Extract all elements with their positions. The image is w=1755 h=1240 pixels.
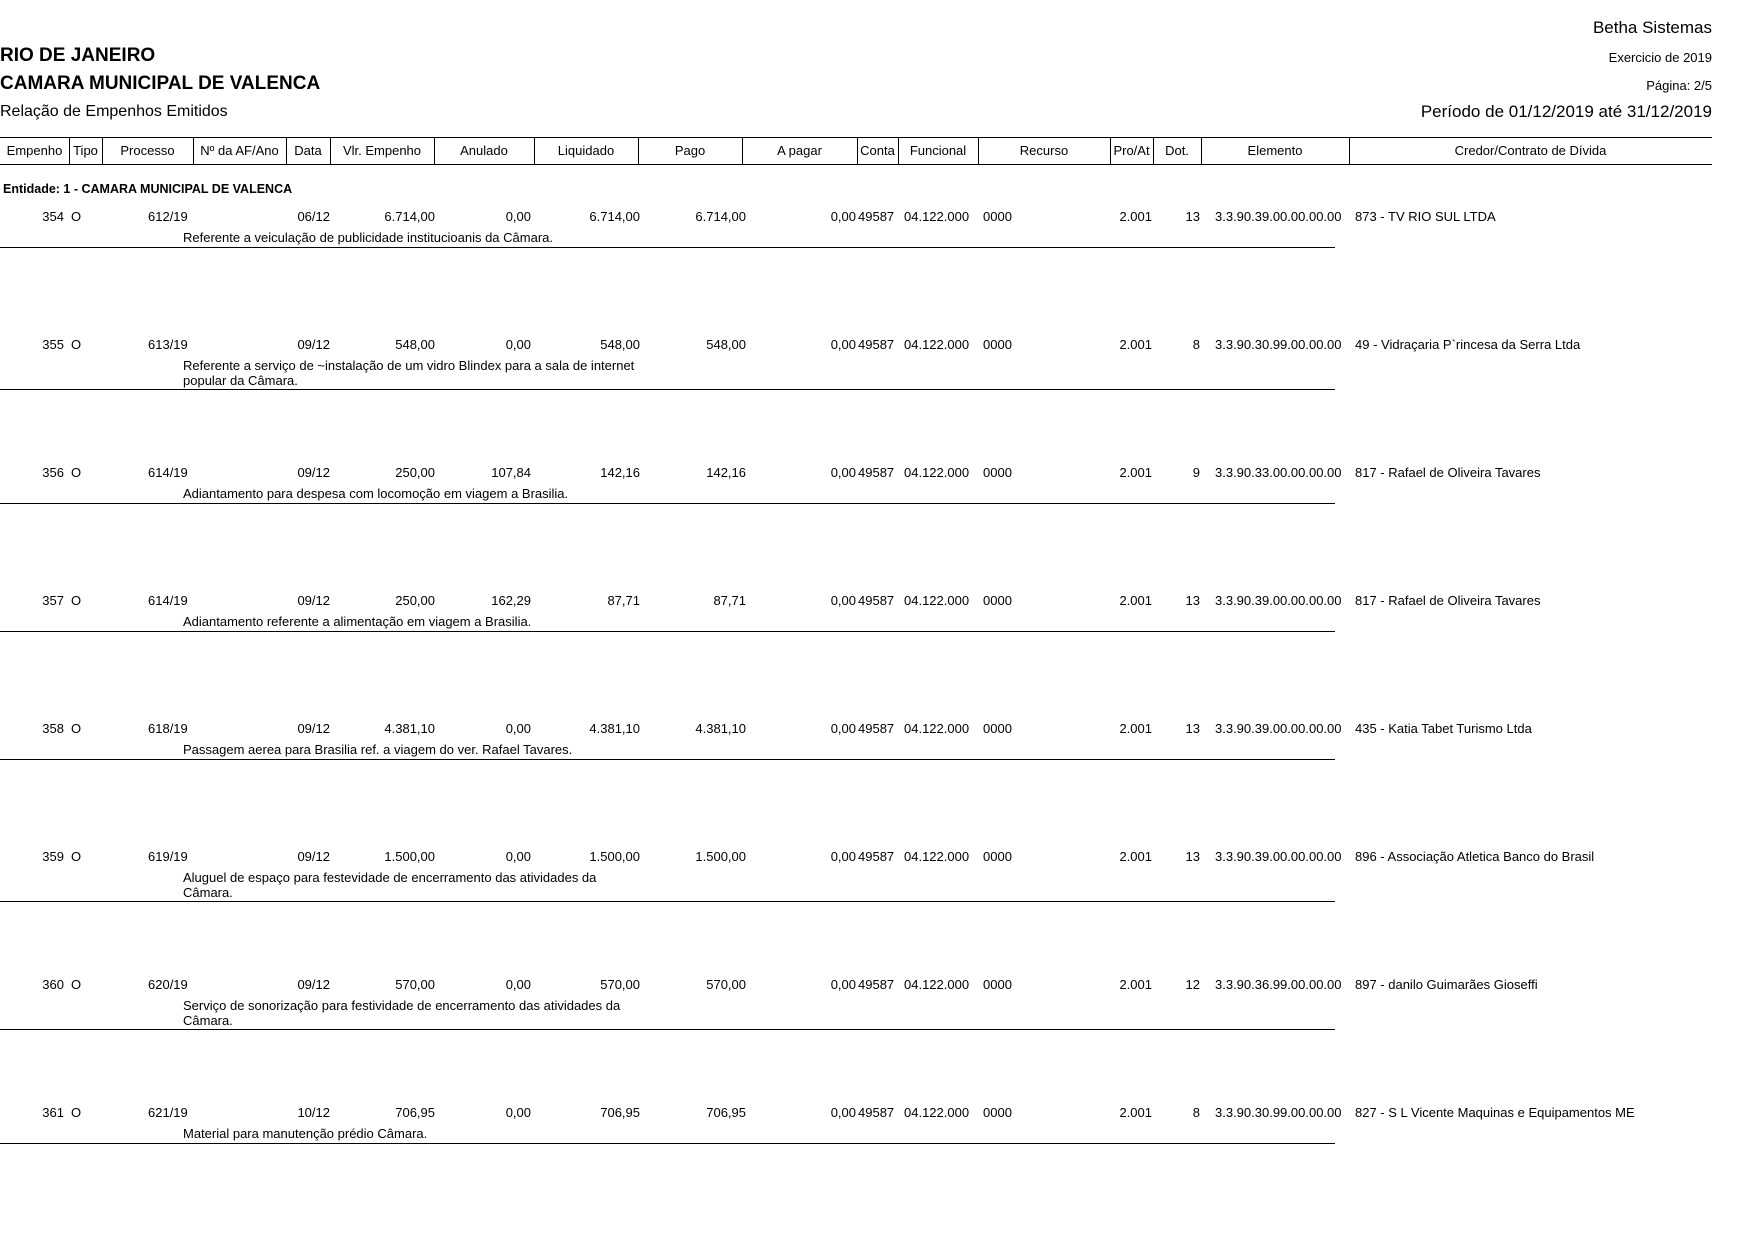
record-pago: 87,71	[713, 593, 746, 608]
record-empenho: 360	[42, 977, 64, 992]
record-dot: 13	[1185, 209, 1200, 224]
record-conta: 49587	[858, 593, 895, 608]
entity-line: Entidade: 1 - CAMARA MUNICIPAL DE VALENCA	[3, 182, 293, 196]
column-header	[0, 137, 1712, 165]
company-name: Betha Sistemas	[1592, 18, 1712, 37]
record-apagar: 0,00	[830, 977, 856, 992]
record-processo: 620/19	[148, 977, 188, 992]
record-dot: 13	[1185, 721, 1200, 736]
description-line-1: Material para manutenção prédio Câmara.	[183, 1126, 428, 1141]
record-liquidado: 570,00	[600, 977, 640, 992]
record-description	[183, 486, 663, 501]
record-empenho: 354	[42, 209, 64, 224]
record-data: 06/12	[297, 209, 330, 224]
record-valor: 250,00	[395, 593, 435, 608]
record-processo: 618/19	[148, 721, 188, 736]
record-proat: 2.001	[1119, 1105, 1152, 1120]
description-line-2: Câmara.	[183, 1013, 233, 1028]
col-header-vlr-empenho: Vlr. Empenho	[342, 143, 422, 158]
record-conta: 49587	[858, 977, 895, 992]
period-label: Período de 01/12/2019 até 31/12/2019	[1420, 102, 1712, 121]
record-proat: 2.001	[1119, 849, 1152, 864]
record-empenho: 359	[42, 849, 64, 864]
record-elemento: 3.3.90.39.00.00.00.00	[1215, 593, 1342, 608]
record-liquidado: 548,00	[600, 337, 640, 352]
col-header-funcional: Funcional	[909, 143, 967, 158]
exercise-label: Exercicio de 2019	[1608, 50, 1712, 65]
record-valor: 548,00	[395, 337, 435, 352]
record-recurso: 0000	[983, 721, 1012, 736]
record-recurso: 0000	[983, 849, 1012, 864]
record-proat: 2.001	[1119, 465, 1152, 480]
record-description	[183, 230, 663, 245]
col-header-empenho: Empenho	[6, 143, 63, 158]
record-empenho: 357	[42, 593, 64, 608]
col-header-af-ano: Nº da AF/Ano	[200, 143, 279, 158]
description-line-1: Adiantamento para despesa com locomoção em viagem a Brasilia.	[183, 486, 569, 501]
record-elemento: 3.3.90.39.00.00.00.00	[1215, 209, 1342, 224]
description-line-1: Referente a serviço de ~instalação de um vidro Blindex para a sala de internet	[183, 358, 635, 373]
col-header-elemento: Elemento	[1247, 143, 1303, 158]
record-pago: 4.381,10	[695, 721, 746, 736]
col-header-credor: Credor/Contrato de Dívida	[1454, 143, 1607, 158]
record-data: 09/12	[297, 593, 330, 608]
record-data: 10/12	[297, 1105, 330, 1120]
record-valor: 1.500,00	[384, 849, 435, 864]
record-data: 09/12	[297, 465, 330, 480]
record-pago: 706,95	[706, 1105, 746, 1120]
record-data: 09/12	[297, 977, 330, 992]
record-anulado: 0,00	[505, 977, 531, 992]
description-line-2: popular da Câmara.	[183, 373, 298, 388]
record-tipo: O	[71, 465, 82, 480]
record-conta: 49587	[858, 1105, 895, 1120]
record-valor: 570,00	[395, 977, 435, 992]
col-header-a-pagar: A pagar	[777, 143, 822, 158]
record-funcional: 04.122.000	[904, 465, 970, 480]
record-funcional: 04.122.000	[904, 337, 970, 352]
record-tipo: O	[71, 977, 82, 992]
record-divider	[0, 759, 1335, 760]
record-anulado: 0,00	[505, 209, 531, 224]
record-apagar: 0,00	[830, 337, 856, 352]
record-conta: 49587	[858, 337, 895, 352]
record-credor: 873 - TV RIO SUL LTDA	[1355, 209, 1496, 224]
record-tipo: O	[71, 337, 82, 352]
record-tipo: O	[71, 721, 82, 736]
record-pago: 570,00	[706, 977, 746, 992]
col-header-conta: Conta	[860, 143, 895, 158]
record-divider	[0, 1029, 1335, 1030]
record-tipo: O	[71, 209, 82, 224]
record-processo: 614/19	[148, 593, 188, 608]
record-anulado: 0,00	[505, 337, 531, 352]
record-description	[183, 742, 663, 757]
record-liquidado: 4.381,10	[589, 721, 640, 736]
record-credor: 49 - Vidraçaria P`rincesa da Serra Ltda	[1355, 337, 1581, 352]
record-valor: 4.381,10	[384, 721, 435, 736]
record-funcional: 04.122.000	[904, 977, 970, 992]
record-dot: 13	[1185, 593, 1200, 608]
record-tipo: O	[71, 593, 82, 608]
record-apagar: 0,00	[830, 465, 856, 480]
record-divider	[0, 901, 1335, 902]
record-pago: 142,16	[706, 465, 746, 480]
record-empenho: 355	[42, 337, 64, 352]
record-description	[183, 870, 663, 900]
record-liquidado: 1.500,00	[589, 849, 640, 864]
record-proat: 2.001	[1119, 721, 1152, 736]
col-header-data: Data	[294, 143, 322, 158]
record-anulado: 0,00	[505, 849, 531, 864]
record-processo: 614/19	[148, 465, 188, 480]
record-anulado: 162,29	[491, 593, 531, 608]
record-recurso: 0000	[983, 337, 1012, 352]
page-number: Página: 2/5	[1646, 78, 1712, 93]
record-dot: 8	[1192, 1105, 1200, 1120]
record-liquidado: 87,71	[607, 593, 640, 608]
col-header-dot: Dot.	[1165, 143, 1189, 158]
record-pago: 1.500,00	[695, 849, 746, 864]
col-header-processo: Processo	[120, 143, 175, 158]
record-elemento: 3.3.90.39.00.00.00.00	[1215, 849, 1342, 864]
record-divider	[0, 631, 1335, 632]
description-line-1: Serviço de sonorização para festividade de encerramento das atividades da	[183, 998, 621, 1013]
record-conta: 49587	[858, 721, 895, 736]
record-description	[183, 1126, 663, 1141]
description-line-2: Câmara.	[183, 885, 233, 900]
record-pago: 548,00	[706, 337, 746, 352]
record-liquidado: 6.714,00	[589, 209, 640, 224]
record-funcional: 04.122.000	[904, 209, 970, 224]
record-dot: 13	[1185, 849, 1200, 864]
record-credor: 435 - Katia Tabet Turismo Ltda	[1355, 721, 1532, 736]
record-elemento: 3.3.90.36.99.00.00.00	[1215, 977, 1342, 992]
record-proat: 2.001	[1119, 209, 1152, 224]
record-processo: 619/19	[148, 849, 188, 864]
record-liquidado: 142,16	[600, 465, 640, 480]
record-proat: 2.001	[1119, 593, 1152, 608]
record-dot: 9	[1192, 465, 1200, 480]
record-dot: 12	[1185, 977, 1200, 992]
record-credor: 897 - danilo Guimarães Gioseffi	[1355, 977, 1538, 992]
record-divider	[0, 1143, 1335, 1144]
record-apagar: 0,00	[830, 209, 856, 224]
record-divider	[0, 389, 1335, 390]
description-line-1: Aluguel de espaço para festevidade de encerramento das atividades da	[183, 870, 597, 885]
record-funcional: 04.122.000	[904, 721, 970, 736]
state-title: RIO DE JANEIRO	[0, 45, 156, 66]
record-proat: 2.001	[1119, 337, 1152, 352]
record-funcional: 04.122.000	[904, 1105, 970, 1120]
record-elemento: 3.3.90.39.00.00.00.00	[1215, 721, 1342, 736]
record-dot: 8	[1192, 337, 1200, 352]
entity-title: CAMARA MUNICIPAL DE VALENCA	[0, 73, 321, 94]
record-credor: 827 - S L Vicente Maquinas e Equipamentos ME	[1355, 1105, 1635, 1120]
record-tipo: O	[71, 849, 82, 864]
record-empenho: 356	[42, 465, 64, 480]
col-header-tipo: Tipo	[73, 143, 98, 158]
record-elemento: 3.3.90.30.99.00.00.00	[1215, 1105, 1342, 1120]
record-credor: 817 - Rafael de Oliveira Tavares	[1355, 593, 1541, 608]
record-recurso: 0000	[983, 465, 1012, 480]
record-funcional: 04.122.000	[904, 593, 970, 608]
record-elemento: 3.3.90.30.99.00.00.00	[1215, 337, 1342, 352]
record-recurso: 0000	[983, 1105, 1012, 1120]
record-processo: 621/19	[148, 1105, 188, 1120]
record-processo: 612/19	[148, 209, 188, 224]
record-elemento: 3.3.90.33.00.00.00.00	[1215, 465, 1342, 480]
record-conta: 49587	[858, 849, 895, 864]
col-header-anulado: Anulado	[460, 143, 508, 158]
record-processo: 613/19	[148, 337, 188, 352]
record-credor: 896 - Associação Atletica Banco do Brasil	[1355, 849, 1595, 864]
col-header-pago: Pago	[674, 143, 706, 158]
record-credor: 817 - Rafael de Oliveira Tavares	[1355, 465, 1541, 480]
record-empenho: 361	[42, 1105, 64, 1120]
record-apagar: 0,00	[830, 593, 856, 608]
description-line-1: Passagem aerea para Brasilia ref. a viagem do ver. Rafael Tavares.	[183, 742, 573, 757]
record-valor: 250,00	[395, 465, 435, 480]
col-header-pro-at: Pro/At	[1113, 143, 1150, 158]
record-anulado: 107,84	[491, 465, 531, 480]
record-data: 09/12	[297, 849, 330, 864]
col-header-recurso: Recurso	[1019, 143, 1069, 158]
record-liquidado: 706,95	[600, 1105, 640, 1120]
record-pago: 6.714,00	[695, 209, 746, 224]
record-description	[183, 358, 663, 388]
record-divider	[0, 247, 1335, 248]
record-data: 09/12	[297, 721, 330, 736]
record-conta: 49587	[858, 465, 895, 480]
record-anulado: 0,00	[505, 1105, 531, 1120]
report-title: Relação de Empenhos Emitidos	[0, 103, 228, 120]
record-anulado: 0,00	[505, 721, 531, 736]
record-recurso: 0000	[983, 209, 1012, 224]
record-apagar: 0,00	[830, 1105, 856, 1120]
record-description	[183, 614, 663, 629]
record-recurso: 0000	[983, 593, 1012, 608]
record-proat: 2.001	[1119, 977, 1152, 992]
record-conta: 49587	[858, 209, 895, 224]
record-tipo: O	[71, 1105, 82, 1120]
record-valor: 706,95	[395, 1105, 435, 1120]
col-header-liquidado: Liquidado	[557, 143, 615, 158]
description-line-1: Referente a veiculação de publicidade institucioanis da Câmara.	[183, 230, 553, 245]
record-recurso: 0000	[983, 977, 1012, 992]
record-apagar: 0,00	[830, 849, 856, 864]
record-valor: 6.714,00	[384, 209, 435, 224]
record-apagar: 0,00	[830, 721, 856, 736]
record-divider	[0, 503, 1335, 504]
record-empenho: 358	[42, 721, 64, 736]
description-line-1: Adiantamento referente a alimentação em viagem a Brasilia.	[183, 614, 532, 629]
record-funcional: 04.122.000	[904, 849, 970, 864]
record-data: 09/12	[297, 337, 330, 352]
record-description	[183, 998, 663, 1028]
